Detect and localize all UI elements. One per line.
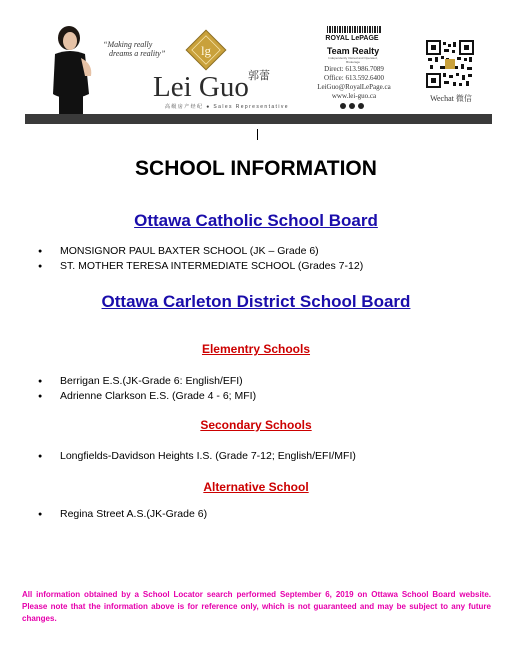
agent-photo (41, 24, 101, 120)
team-name: Team Realty (326, 46, 380, 56)
alternative-heading: Alternative School (203, 480, 309, 494)
banner-divider (25, 114, 492, 124)
qr-code-icon (426, 40, 474, 88)
wechat-label: Wechat 微信 (430, 94, 472, 103)
catholic-school-list (38, 244, 363, 274)
quote-line-1: “Making really (103, 40, 153, 49)
district-board-label[interactable]: Ottawa Carleton District School Board (101, 292, 411, 311)
contact-info (317, 65, 391, 101)
logo-monogram: lg (200, 43, 212, 58)
direct-phone: Direct: 613.986.7089 (324, 65, 384, 73)
wechat-icon (349, 103, 355, 109)
website: www.lei-guo.ca (331, 92, 377, 100)
agent-quote (103, 40, 165, 58)
list-item: ● ST. MOTHER TERESA INTERMEDIATE SCHOOL (Grades 7-12) (38, 259, 363, 274)
catholic-board-label[interactable]: Ottawa Catholic School Board (134, 211, 378, 230)
list-item: ● Longfields-Davidson Heights I.S. (Grade 7-12; English/EFI/MFI) (38, 449, 356, 464)
text-cursor (257, 129, 258, 140)
list-item: ● MONSIGNOR PAUL BAXTER SCHOOL (JK – Grade 6) (38, 244, 363, 259)
agent-name: Lei Guo (153, 71, 249, 103)
catholic-board-link[interactable] (0, 211, 512, 231)
brokerage-name: ROYAL LePAGE (325, 35, 379, 42)
list-item: ● Regina Street A.S.(JK-Grade 6) (38, 507, 207, 522)
elementary-school-list (38, 374, 256, 404)
page-title: SCHOOL INFORMATION (135, 157, 377, 180)
alternative-school-list (38, 507, 207, 522)
elementary-heading: Elementry Schools (201, 342, 311, 356)
social-icons (340, 103, 364, 109)
agent-subtitle: 高级房产经纪 ● Sales Representative (165, 104, 289, 110)
header-banner (25, 22, 492, 126)
facebook-icon (340, 103, 346, 109)
logo-diamond-icon (184, 28, 228, 72)
list-item: ● Berrigan E.S.(JK-Grade 6: English/EFI) (38, 374, 256, 389)
disclaimer: All information obtained by a School Locator search performed September 6, 2019 on Ottawa School Board website. Please note that the information above is for reference only, which is not guaranteed and may be subject to any future changes. (22, 590, 491, 623)
secondary-heading: Secondary Schools (200, 418, 312, 432)
agent-name-chinese: 郭蕾 (248, 70, 270, 82)
team-tagline: Independently Owned and Operated, Brokerage (328, 56, 378, 64)
brokerage-logo-bars (327, 26, 381, 33)
district-board-link[interactable] (0, 292, 512, 312)
email-address: LeiGuo@RoyalLePage.ca (317, 83, 391, 91)
list-item: ● Adrienne Clarkson E.S. (Grade 4 - 6; MFI) (38, 389, 256, 404)
secondary-school-list (38, 449, 356, 464)
email-icon (358, 103, 364, 109)
quote-line-2: dreams a reality” (109, 49, 166, 58)
office-phone: Office: 613.592.6400 (324, 74, 384, 82)
